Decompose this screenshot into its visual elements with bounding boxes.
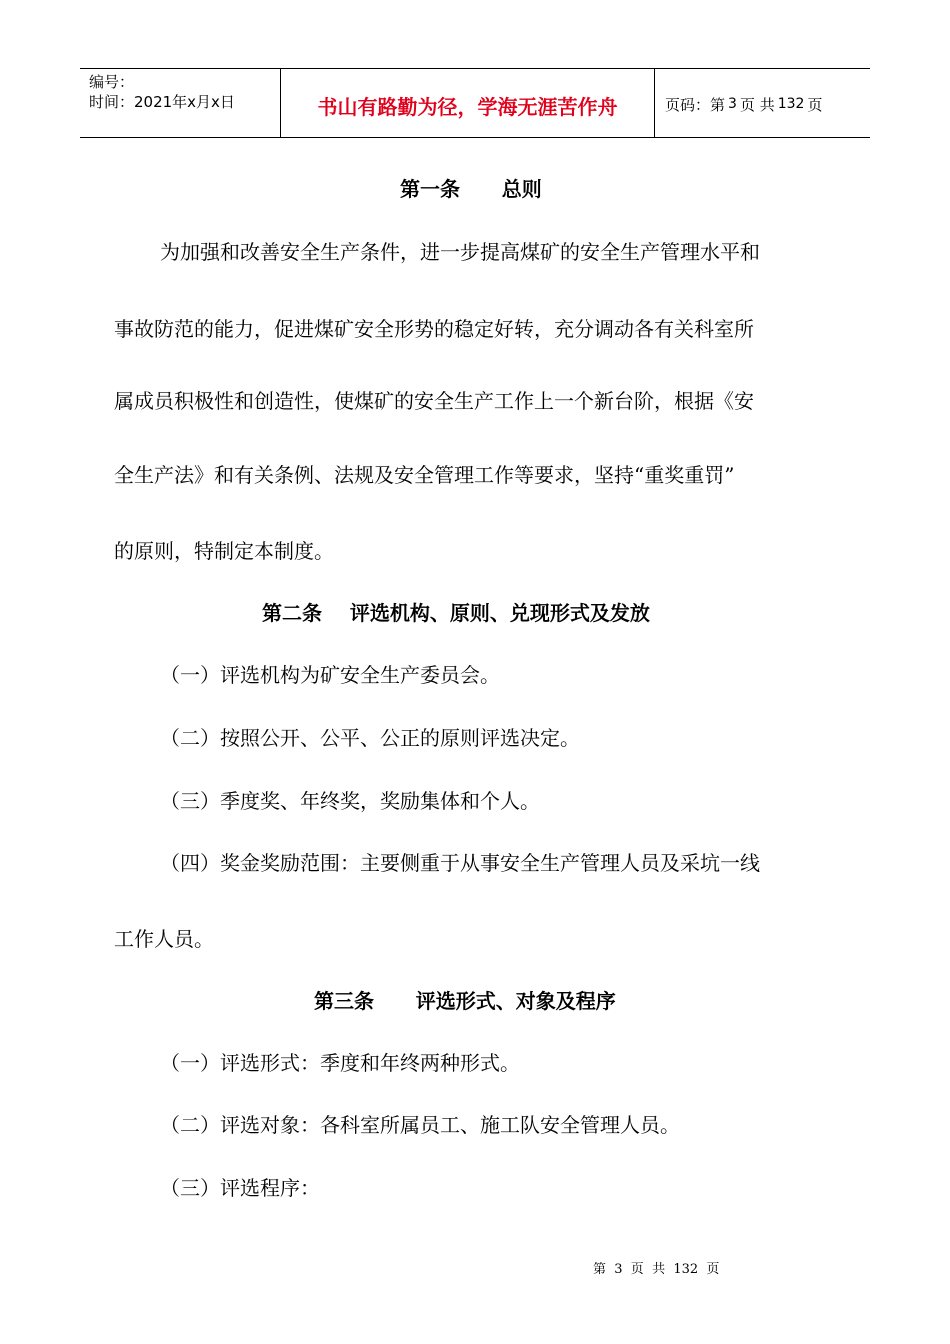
page-current: 3 <box>728 96 737 112</box>
article-1-line-3: 属成员积极性和创造性，使煤矿的安全生产工作上一个新台阶，根据《安 <box>114 389 754 413</box>
article-1-title: 第一条 总则 <box>400 177 542 201</box>
article-1-line-5: 的原则，特制定本制度。 <box>114 539 334 563</box>
header-info-cell <box>80 69 281 137</box>
page-suffix: 页 <box>807 95 823 114</box>
article-2-item-1: （一）评选机构为矿安全生产委员会。 <box>160 663 500 687</box>
article-3-item-1: （一）评选形式：季度和年终两种形式。 <box>160 1051 520 1075</box>
page-footer: 第 3 页 共 132 页 <box>593 1262 720 1277</box>
article-1-line-1: 为加强和改善安全生产条件，进一步提高煤矿的安全生产管理水平和 <box>160 240 760 264</box>
article-2-item-4-cont: 工作人员。 <box>114 927 214 951</box>
document-date: 时间：2021年x月x日 <box>89 93 235 111</box>
page-total: 132 <box>777 96 805 112</box>
page-header <box>80 68 870 138</box>
page-mid: 页 共 <box>739 95 775 114</box>
article-1-line-4: 全生产法》和有关条例、法规及安全管理工作等要求，坚持“重奖重罚” <box>114 463 735 487</box>
article-1-line-2: 事故防范的能力，促进煤矿安全形势的稳定好转，充分调动各有关科室所 <box>114 317 754 341</box>
document-number-label: 编号： <box>89 73 135 91</box>
article-3-item-2: （二）评选对象：各科室所属员工、施工队安全管理人员。 <box>160 1113 680 1137</box>
article-2-item-3: （三）季度奖、年终奖，奖励集体和个人。 <box>160 789 540 813</box>
article-2-title: 第二条 评选机构、原则、兑现形式及发放 <box>262 601 650 625</box>
article-2-item-4: （四）奖金奖励范围：主要侧重于从事安全生产管理人员及采坑一线 <box>160 851 760 875</box>
header-motto: 书山有路勤为径，学海无涯苦作舟 <box>281 69 655 137</box>
header-page-info <box>655 69 870 137</box>
page-prefix: 页码：第 <box>665 95 726 114</box>
article-2-item-2: （二）按照公开、公平、公正的原则评选决定。 <box>160 726 580 750</box>
article-3-item-3: （三）评选程序： <box>160 1176 320 1200</box>
article-3-title: 第三条 评选形式、对象及程序 <box>314 989 616 1013</box>
